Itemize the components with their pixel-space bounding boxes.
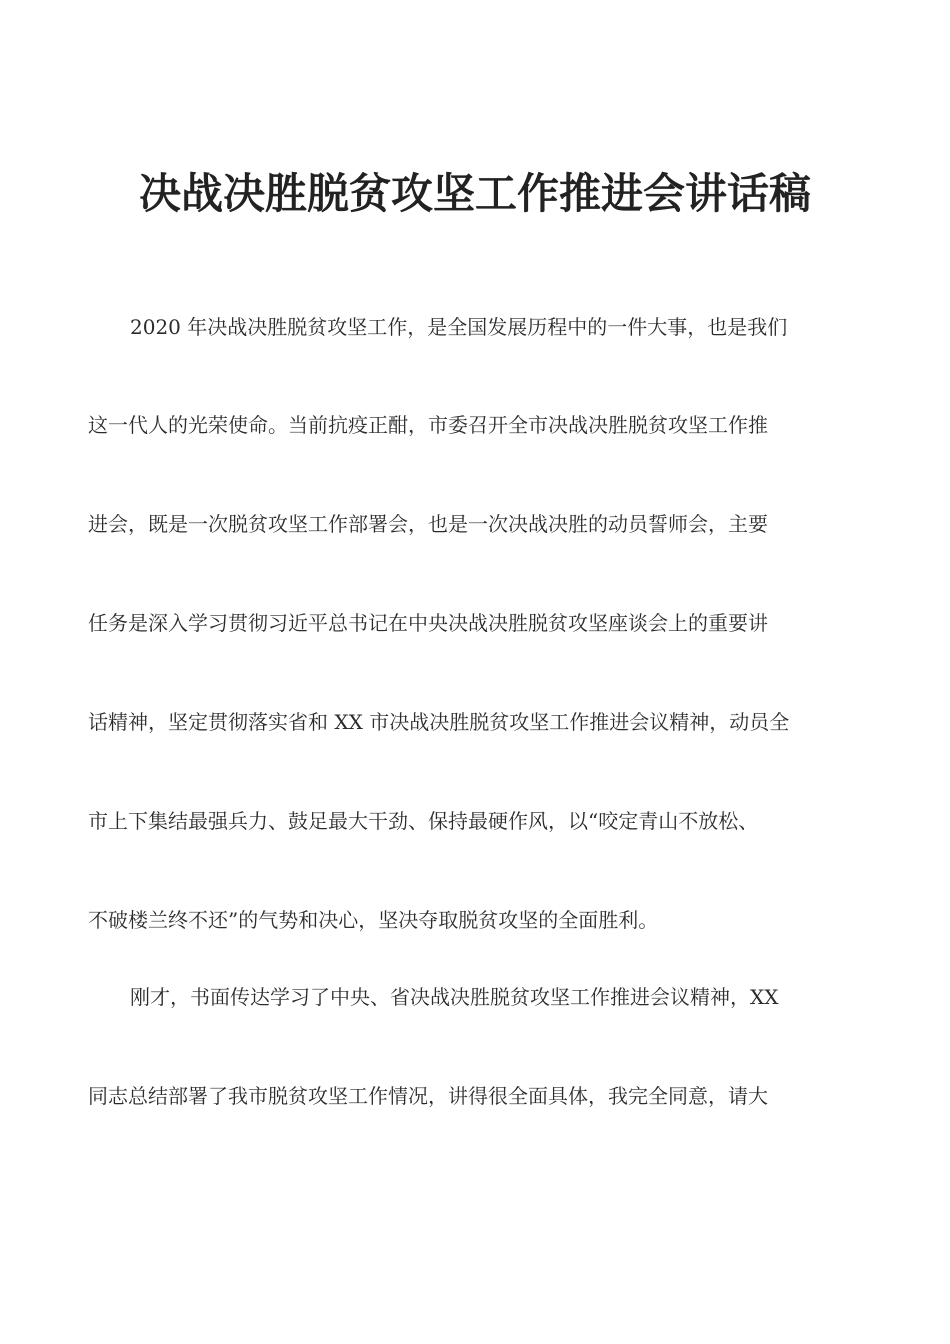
paragraph-1-line-7: 不破楼兰终不还”的气势和决心，坚决夺取脱贫攻坚的全面胜利。 — [88, 908, 659, 932]
paragraph-2-line-1: 刚才，书面传达学习了中央、省决战决胜脱贫攻坚工作推进会议精神，XX — [130, 985, 779, 1009]
paragraph-1-line-1: 2020 年决战决胜脱贫攻坚工作，是全国发展历程中的一件大事，也是我们 — [130, 315, 788, 339]
paragraph-1-line-2: 这一代人的光荣使命。当前抗疫正酣，市委召开全市决战决胜脱贫攻坚工作推 — [88, 413, 768, 437]
paragraph-1-line-5: 话精神，坚定贯彻落实省和 XX 市决战决胜脱贫攻坚工作推进会议精神，动员全 — [88, 710, 790, 734]
paragraph-2-line-2: 同志总结部署了我市脱贫攻坚工作情况，讲得很全面具体，我完全同意，请大 — [88, 1084, 768, 1108]
paragraph-1-line-3: 进会，既是一次脱贫攻坚工作部署会，也是一次决战决胜的动员誓师会，主要 — [88, 512, 768, 536]
paragraph-1-line-4: 任务是深入学习贯彻习近平总书记在中央决战决胜脱贫攻坚座谈会上的重要讲 — [88, 611, 768, 635]
document-title: 决战决胜脱贫攻坚工作推进会讲话稿 — [138, 169, 811, 219]
paragraph-1-line-6: 市上下集结最强兵力、鼓足最大干劲、保持最硬作风，以“咬定青山不放松、 — [88, 809, 759, 833]
